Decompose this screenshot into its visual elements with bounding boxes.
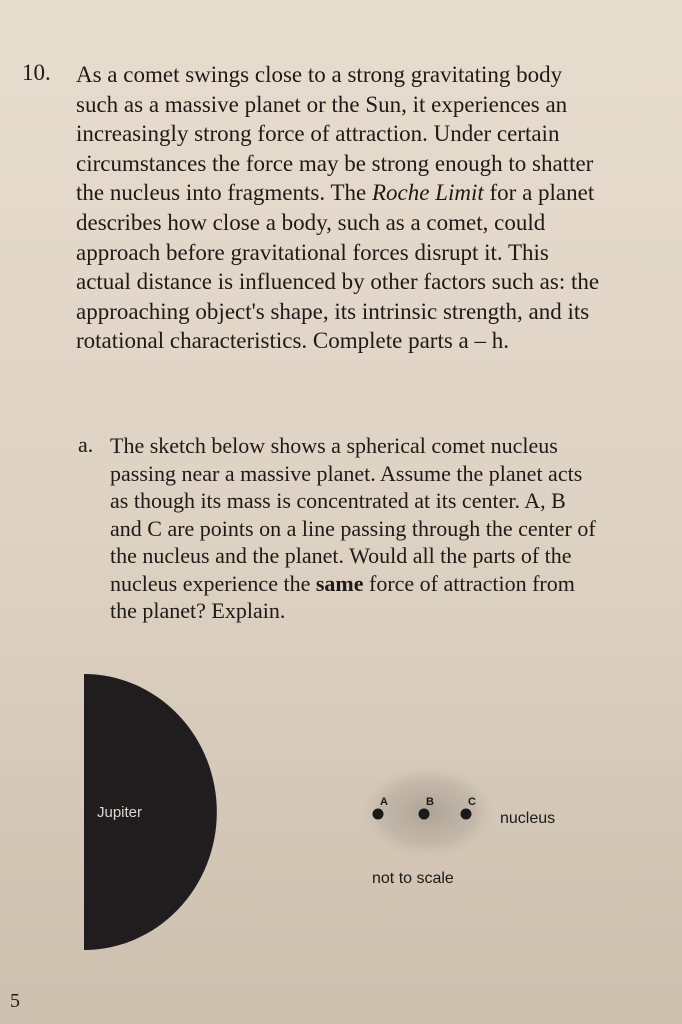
part-a-text-intro: The sketch below shows a spherical comet nucleus passing near a massive planet. Assume the planet acts as though its mass is concentrated at its center. A, B and C are points on a line passing through the center of the nucleus and the planet. Would all the parts of the nucleus experience the — [110, 433, 596, 596]
question-text-intro: As a comet swings close to a strong gravitating body such as a massive planet or the Sun, it experiences an increasingly strong force of attraction. Under certain circumstances the force may be strong enough to shatter the nucleus into fragments. The — [76, 62, 594, 206]
comet-planet-figure — [0, 660, 682, 960]
point-c-dot — [461, 809, 472, 820]
point-a-label: A — [380, 796, 388, 808]
point-c-label: C — [468, 796, 476, 808]
part-a-text — [110, 432, 600, 625]
point-b-label: B — [426, 796, 434, 808]
question-text-rest: for a planet describes how close a body, such as a comet, could approach before gravitational forces disrupt it. This actual distance is influenced by other factors such as: the approaching object's shape, its intrinsic strength, and its rotational characteristics. Complete parts a – h. — [76, 180, 600, 354]
part-a-text-rest: force of attraction from the planet? Explain. — [110, 570, 575, 623]
not-to-scale-note: not to scale — [372, 870, 454, 887]
page-number: 5 — [10, 990, 20, 1012]
point-b-dot — [419, 809, 430, 820]
roche-limit-term: Roche Limit — [371, 180, 484, 206]
jupiter-label: Jupiter — [97, 804, 143, 821]
nucleus-label: nucleus — [500, 810, 556, 827]
question-number: 10. — [22, 60, 51, 85]
part-a-emphasis: same — [315, 570, 364, 596]
question-text — [76, 60, 606, 356]
point-a-dot — [373, 809, 384, 820]
part-a-letter: a. — [78, 432, 94, 457]
